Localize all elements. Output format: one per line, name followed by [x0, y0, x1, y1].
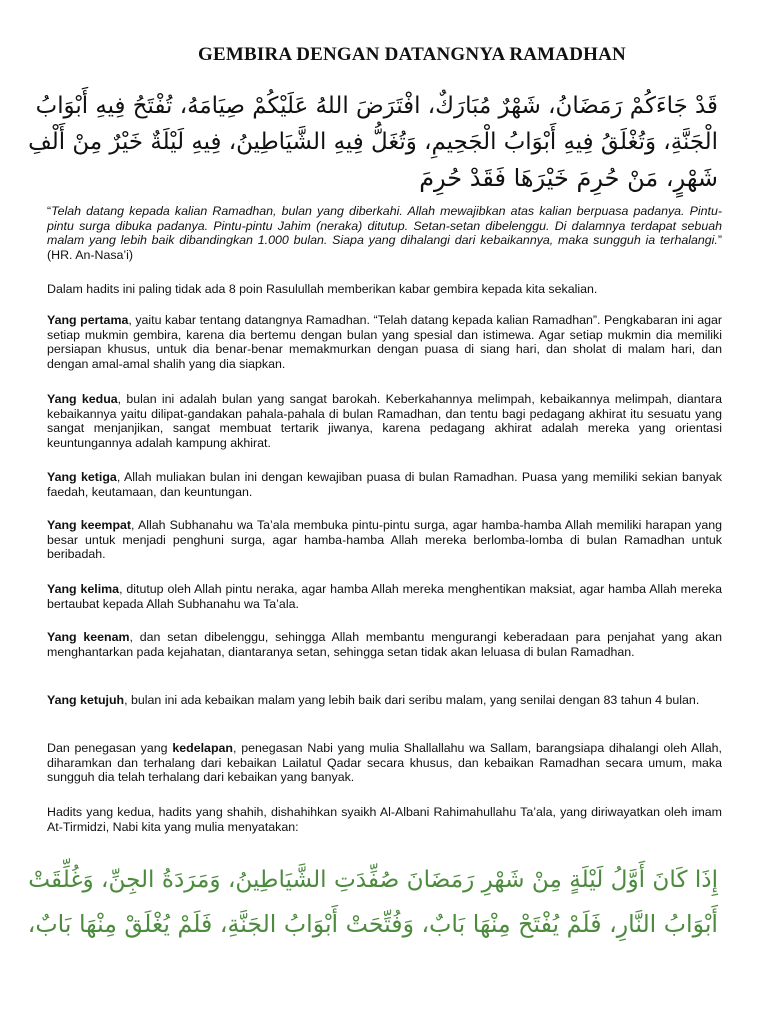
intro-paragraph: Dalam hadits ini paling tidak ada 8 poin Rasulullah memberikan kabar gembira kepada kita sekalian.	[47, 282, 598, 296]
point-label: Yang ketujuh	[47, 693, 125, 707]
document-title: GEMBIRA DENGAN DATANGNYA RAMADHAN	[198, 44, 626, 65]
point-label: Yang pertama	[47, 313, 129, 327]
hadith-2-intro: Hadits yang kedua, hadits yang shahih, dishahihkan syaikh Al-Albani Rahimahullahu Ta’ala, yang diriwayatkan oleh imam At-Tirmidzi, Nabi kita yang mulia menyatakan:	[47, 805, 722, 834]
point-text: , Allah Subhanahu wa Ta’ala membuka pintu-pintu surga, agar hamba-hamba Allah memiliki harapan yang besar untuk menjadi penghuni surga, agar hamba-hamba Allah mereka berlomba-lomba di bulan Ramadhan untuk beribadah.	[47, 518, 723, 561]
point-label: Yang kelima	[47, 582, 120, 596]
quote-open: “	[47, 204, 52, 218]
arabic-hadith-1	[28, 88, 718, 196]
point-paragraph-5	[47, 582, 722, 611]
point-prefix: Dan penegasan yang	[47, 741, 173, 755]
arabic-line: قَدْ جَاءَكُمْ رَمَضَانُ، شَهْرٌ مُبَارَكٌ، افْتَرَضَ اللهُ عَلَيْكُمْ صِيَامَهُ، تُفْتَحُ فِيهِ أَبْوَابُ	[35, 93, 718, 119]
quote-italic: Telah datang kepada kalian Ramadhan, bulan yang diberkahi. Allah mewajibkan atas kalian berpuasa padanya. Pintu-pintu surga dibuka padanya. Pintu-pintu Jahim (neraka) ditutup. Setan-setan dibelenggu. Di dalamnya terdapat sebuah malam yang lebih baik dibandingkan 1.000 bulan. Siapa yang dihalangi dari kebaikannya, maka sungguh ia terhalangi.	[47, 204, 722, 247]
point-paragraph-4	[47, 518, 722, 562]
hadith-translation	[47, 204, 722, 262]
point-label: Yang keenam	[47, 630, 130, 644]
arabic-line: إِذَا كَانَ أَوَّلُ لَيْلَةٍ مِنْ شَهْرِ رَمَضَانَ صُفِّدَتِ الشَّيَاطِينُ، وَمَرَدَةُ الجِنِّ، وَغُلِّقَتْ	[28, 867, 718, 893]
point-label: Yang ketiga	[47, 470, 117, 484]
point-paragraph-6	[47, 630, 722, 659]
point-paragraph-1	[47, 313, 722, 371]
point-text: , ditutup oleh Allah pintu neraka, agar hamba Allah mereka menghentikan maksiat, agar hamba Allah mereka bertaubat kepada Allah Subhanahu wa Ta’ala.	[47, 582, 722, 611]
point-text: , penegasan Nabi yang mulia Shallallahu wa Sallam, barangsiapa dihalangi oleh Allah, diharamkan dan terhalang dari kebaikan Lailatul Qadar secara khusus, dan kebaikan Ramadhan secara umum, maka sungguh dia telah terhalang dari kebaikan yang banyak.	[47, 741, 722, 784]
point-paragraph-7	[47, 693, 722, 708]
arabic-line: شَهْرٍ، مَنْ حُرِمَ خَيْرَهَا فَقَدْ حُرِمَ	[419, 164, 718, 192]
point-text: , bulan ini ada kebaikan malam yang lebih baik dari seribu malam, yang senilai dengan 83 tahun 4 bulan.	[124, 693, 700, 707]
point-paragraph-8	[47, 741, 722, 785]
point-label: kedelapan	[172, 741, 233, 755]
point-paragraph-2	[47, 392, 722, 450]
point-text: , bulan ini adalah bulan yang sangat barokah. Keberkahannya melimpah, kebaikannya melimpah, diantara kebaikannya yaitu dilipat-gandakan pahala-pahala di bulan Ramadhan, dan tentu bagi pedagang akhirat itu sesuatu yang sangat menjanjikan, sangat membuat tertarik jiwanya, karena pedagang akhirat adalah mereka yang orientasi keuntungannya adalah kampung akhirat.	[47, 392, 722, 450]
point-text: , yaitu kabar tentang datangnya Ramadhan. “Telah datang kepada kalian Ramadhan”. Pengkabaran ini agar setiap mukmin gembira, karena dia bertemu dengan bulan yang spesial dan istimewa. Agar setiap mukmin dia memiliki persiapan khusus, untuk dia benar-benar memakmurkan dengan puasa di siang hari, dan sholat di malam hari, dan dengan amal-amal shalih yang dia siapkan.	[47, 313, 722, 371]
arabic-line: أَبْوَابُ النَّارِ، فَلَمْ يُفْتَحْ مِنْهَا بَابٌ، وَفُتِّحَتْ أَبْوَابُ الجَنَّةِ، فَلَمْ يُغْلَقْ مِنْهَا بَابٌ،	[27, 910, 718, 938]
point-label: Yang kedua	[47, 392, 118, 406]
point-label: Yang keempat	[47, 518, 132, 532]
point-paragraph-3	[47, 470, 722, 499]
point-text: , Allah muliakan bulan ini dengan kewajiban puasa di bulan Ramadhan. Puasa yang memiliki sekian banyak faedah, keutamaan, dan keuntungan.	[47, 470, 722, 499]
arabic-line: الْجَنَّةِ، وَتُغْلَقُ فِيهِ أَبْوَابُ الْجَحِيمِ، وَتُغَلُّ فِيهِ الشَّيَاطِينُ، فِيهِ لَيْلَةٌ خَيْرٌ مِنْ أَلْفِ	[28, 129, 718, 155]
arabic-hadith-2	[28, 858, 718, 946]
quote-source: ” (HR. An-Nasa’i)	[47, 233, 722, 262]
point-text: , dan setan dibelenggu, sehingga Allah membantu mengurangi keberadaan para penjahat yang akan menghantarkan pada kejahatan, diantaranya setan, sehingga setan tidak akan leluasa di bulan Ramadhan.	[47, 630, 723, 659]
